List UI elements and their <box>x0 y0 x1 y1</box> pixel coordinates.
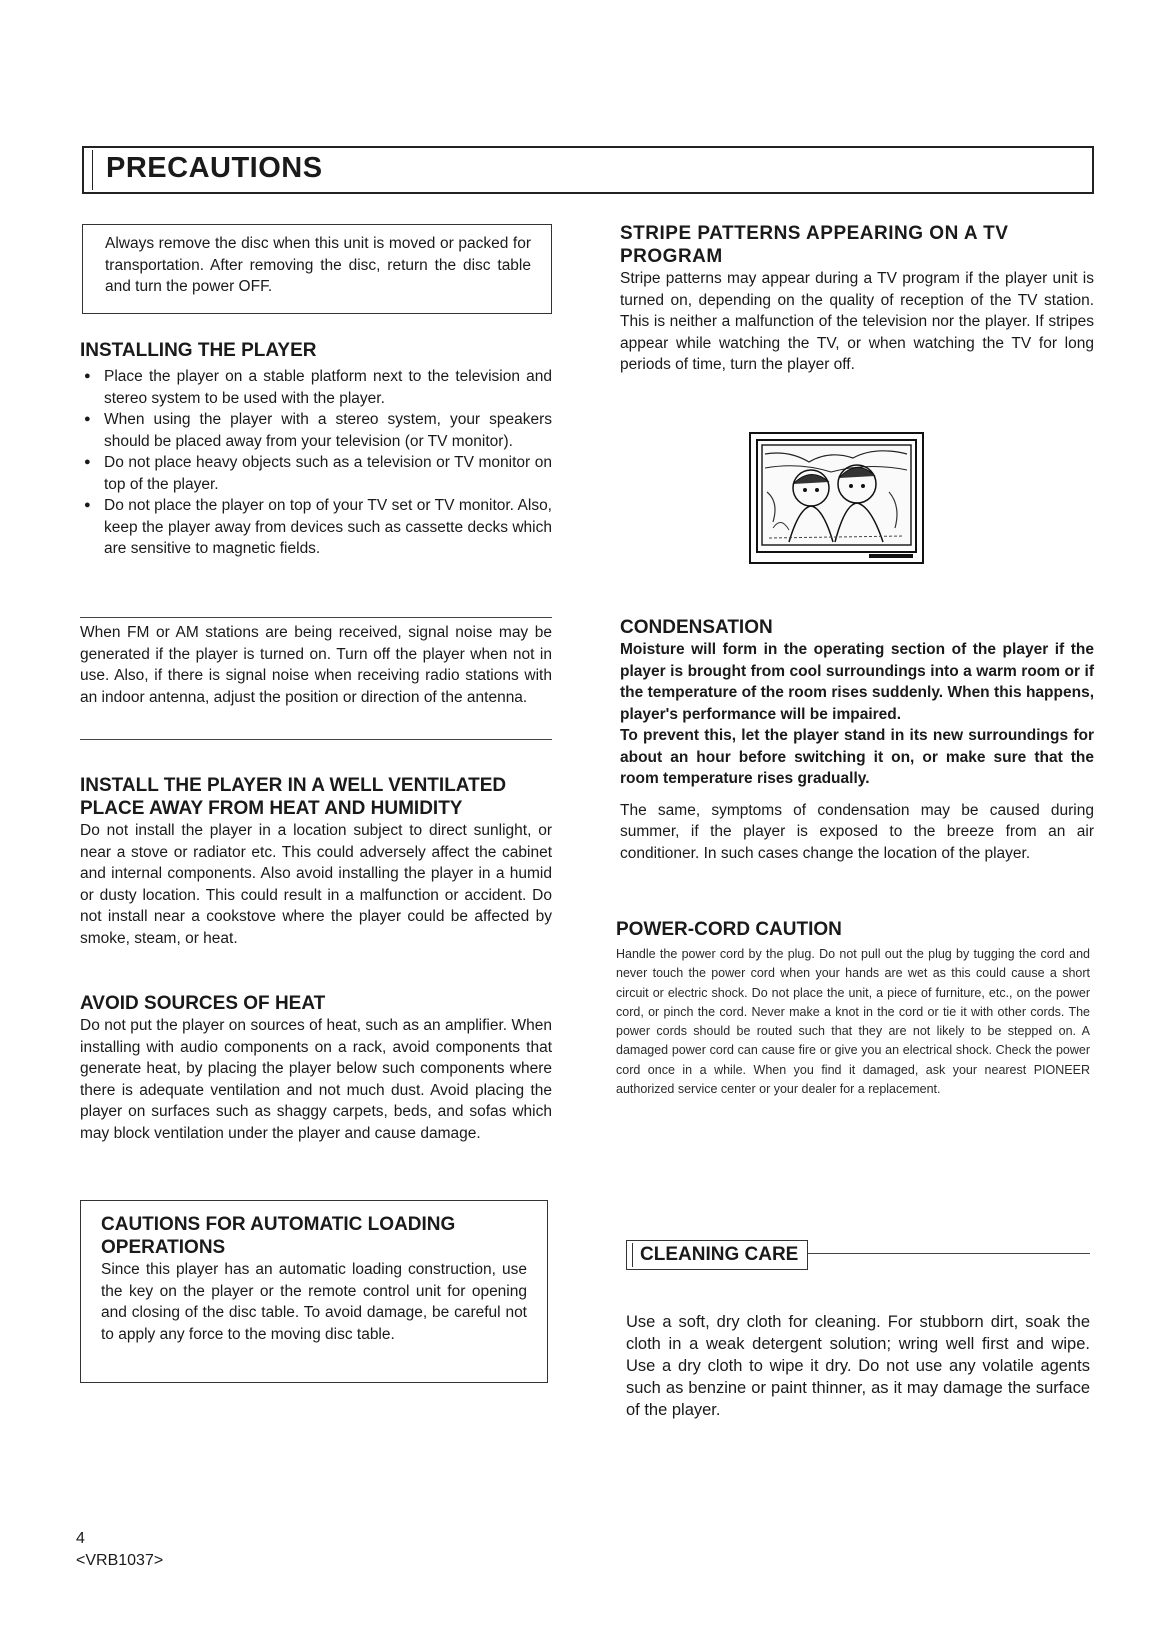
ventilated-heading: INSTALL THE PLAYER IN A WELL VENTILATED PLACE AWAY FROM HEAT AND HUMIDITY <box>80 775 507 819</box>
auto-loading-box <box>80 1200 548 1383</box>
page-footer <box>76 1528 163 1572</box>
stripe-section <box>620 222 1094 376</box>
transport-note-box <box>82 224 552 314</box>
auto-loading-heading: CAUTIONS FOR AUTOMATIC LOADING OPERATIONS <box>101 1214 456 1258</box>
stripe-body: Stripe patterns may appear during a TV program if the player unit is turned on, depending on the quality of reception of the TV station. This is neither a malfunction of the television nor the player. If stripes appear while watching the TV, or when watching the TV for long periods of time, turn the player off. <box>620 270 1094 373</box>
list-item: ● Do not place heavy objects such as a television or TV monitor on top of the player. <box>80 452 552 495</box>
condensation-heading: CONDENSATION <box>620 617 773 638</box>
tv-icon <box>749 432 924 564</box>
tv-with-stripes-illustration <box>749 432 924 564</box>
cleaning-heading: CLEANING CARE <box>640 1244 799 1265</box>
power-cord-heading: POWER-CORD CAUTION <box>616 919 842 940</box>
cleaning-title-box <box>626 1240 808 1270</box>
doc-code: <VRB1037> <box>76 1552 164 1569</box>
heat-heading: AVOID SOURCES OF HEAT <box>80 993 326 1014</box>
list-item: ● Place the player on a stable platform next to the television and stereo system to be used with the player. <box>80 366 552 409</box>
auto-loading-body: Since this player has an automatic loading construction, use the key on the player or the remote control unit for opening and closing of the disc table. To avoid damage, be careful not to apply any force to the moving disc table. <box>101 1261 527 1343</box>
page-title: PRECAUTIONS <box>106 152 323 184</box>
list-item: ● When using the player with a stereo system, your speakers should be placed away from your television (or TV monitor). <box>80 409 552 452</box>
header-tick-line <box>92 150 93 190</box>
installing-list <box>80 366 552 560</box>
power-cord-body: Handle the power cord by the plug. Do not pull out the plug by tugging the cord and never touch the power cord when your hands are wet as this could cause a short circuit or electric shock. Do not place the unit, a piece of furniture, etc., on the power cord, or pinch the cord. Never make a knot in the cord or tie it with other cords. The power cords should be routed such that they are not likely to be stepped on. A damaged power cord can cause fire or give you an electrical shock. Check the power cord once in a while. When you find it damaged, ask your nearest PIONEER authorized service center or your dealer for a replacement. <box>616 947 1090 1097</box>
radio-note <box>80 622 552 708</box>
heat-body: Do not put the player on sources of heat, such as an amplifier. When installing with audio components on a rack, avoid components that generate heat, by placing the player below such components where there is adequate ventilation and not much dust. Avoid placing the player on surfaces such as shaggy carpets, beds, and sofas which may block ventilation under the player and cause damage. <box>80 1017 552 1142</box>
cleaning-body: Use a soft, dry cloth for cleaning. For stubborn dirt, soak the cloth in a weak detergent solution; wring well first and wipe. Use a dry cloth to wipe it dry. Do not use any volatile agents such as benzine or paint thinner, as it may damage the surface of the player. <box>626 1313 1090 1419</box>
divider-bottom <box>80 739 552 740</box>
condensation-bold-2: To prevent this, let the player stand in its new surroundings for about an hour before switching it on, or make sure that the room temperature rises gradually. <box>620 727 1094 787</box>
power-cord-section <box>616 918 1090 1099</box>
list-item: ● Do not place the player on top of your TV set or TV monitor. Also, keep the player away from devices such as cassette decks which are sensitive to magnetic fields. <box>80 495 552 560</box>
transport-note-text: Always remove the disc when this unit is moved or packed for transportation. After removing the disc, return the disc table and turn the power OFF. <box>105 235 531 295</box>
header-box <box>82 146 1094 194</box>
cleaning-rule <box>808 1253 1090 1254</box>
installing-heading: INSTALLING THE PLAYER <box>80 340 317 361</box>
divider-top <box>80 617 552 618</box>
cleaning-section <box>626 1311 1090 1421</box>
radio-note-text: When FM or AM stations are being received, signal noise may be generated if the player is turned on. Turn off the player when not in use. Also, if there is signal noise when receiving radio stations with an indoor antenna, adjust the position or direction of the antenna. <box>80 624 552 706</box>
ventilated-section <box>80 774 552 949</box>
stripe-heading: STRIPE PATTERNS APPEARING ON A TV PROGRAM <box>620 223 1009 267</box>
condensation-body: The same, symptoms of condensation may be caused during summer, if the player is exposed to the breeze from an air conditioner. In such cases change the location of the player. <box>620 801 1094 862</box>
cleaning-tick-line <box>632 1243 633 1267</box>
ventilated-body: Do not install the player in a location subject to direct sunlight, or near a stove or radiator etc. This could adversely affect the cabinet and internal components. Also avoid installing the player in a humid or dusty location. This could result in a malfunction or accident. Do not install near a cookstove where the player could be affected by smoke, steam, or heat. <box>80 822 552 947</box>
heat-section <box>80 992 552 1144</box>
installing-section <box>80 339 552 560</box>
page-number: 4 <box>76 1530 85 1547</box>
condensation-bold-1: Moisture will form in the operating section of the player if the player is brought from cool surroundings into a warm room or if the temperature of the room rises suddenly. When this happens, player's performance will be impaired. <box>620 641 1094 723</box>
condensation-section <box>620 616 1094 864</box>
